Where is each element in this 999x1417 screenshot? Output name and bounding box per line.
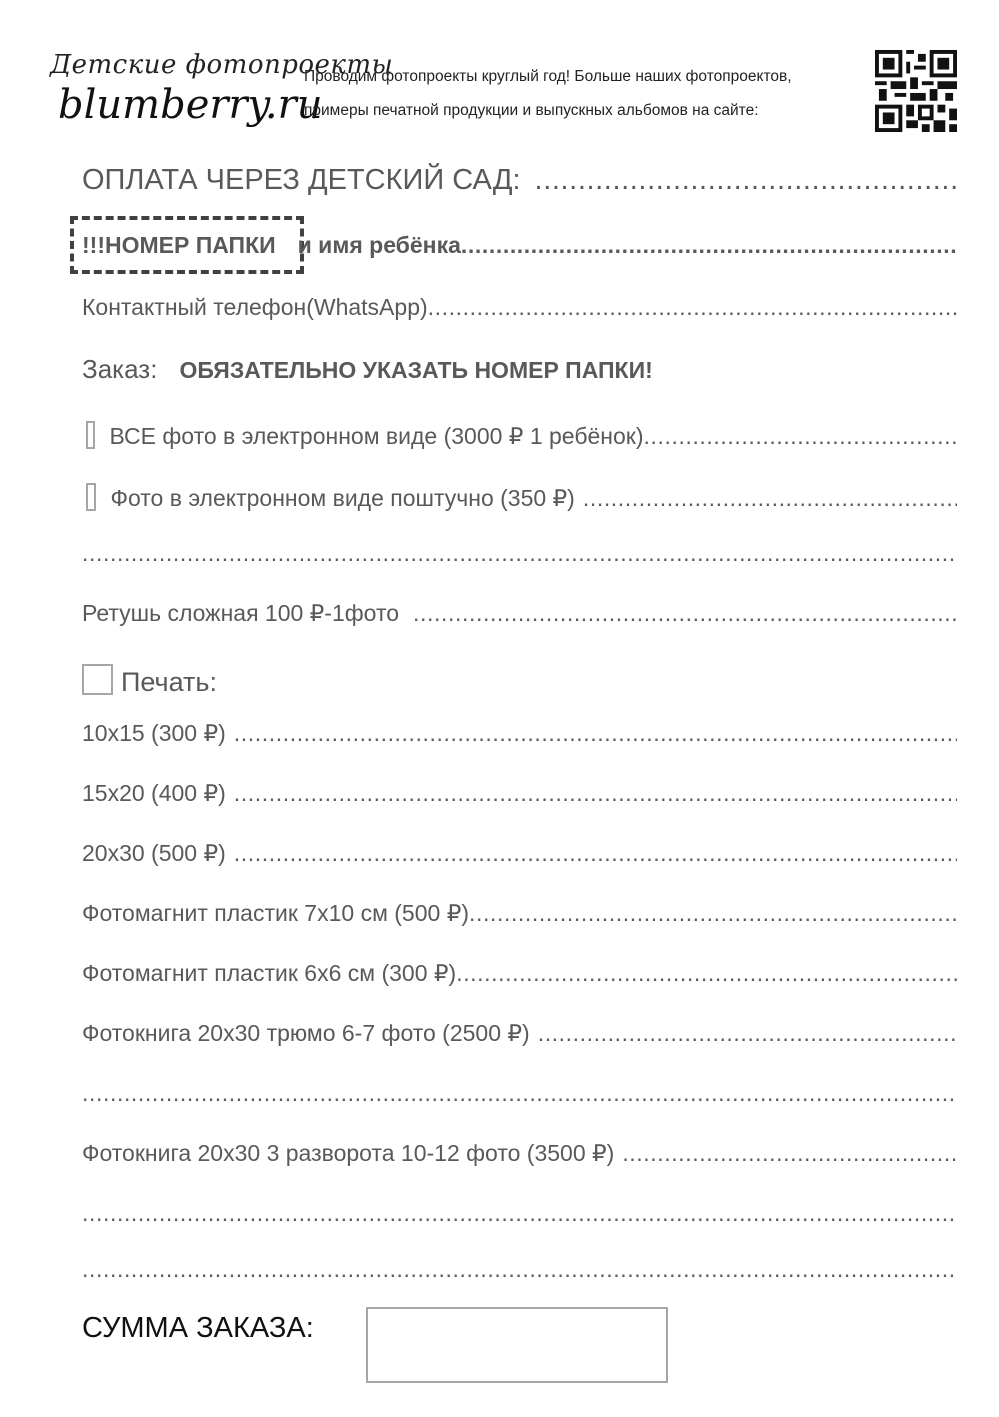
single-digital-option[interactable]	[86, 478, 957, 512]
print-item-label: 10x15 (300 ₽)	[82, 720, 226, 746]
print-item-label: Фотокнига 20x30 трюмо 6-7 фото (2500 ₽)	[82, 1020, 530, 1046]
print-item-row[interactable]	[82, 1020, 957, 1047]
payment-label: ОПЛАТА ЧЕРЕЗ ДЕТСКИЙ САД:	[82, 164, 521, 196]
phone-fill-line[interactable]	[428, 294, 957, 321]
print-item-row[interactable]	[82, 900, 957, 927]
order-label: Заказ:	[82, 354, 158, 384]
all-digital-checkbox[interactable]	[86, 421, 95, 449]
qr-code-icon	[875, 50, 957, 132]
print-item-fill-line[interactable]	[234, 840, 957, 867]
print-item-fill-line[interactable]	[469, 900, 957, 927]
photobook-fill-line[interactable]	[622, 1140, 957, 1167]
all-digital-option[interactable]	[86, 416, 957, 450]
extra-fill-line[interactable]	[82, 1200, 957, 1227]
print-item-fill-line[interactable]	[538, 1020, 957, 1047]
order-total-label: СУММА ЗАКАЗА:	[82, 1312, 314, 1344]
photobook-label: Фотокнига 20x30 3 разворота 10-12 фото (3500 ₽)	[82, 1140, 615, 1166]
promo-text-line-2: примеры печатной продукции и выпускных альбомов на сайте:	[304, 102, 759, 119]
photobook-row[interactable]	[82, 1140, 957, 1167]
print-item-fill-line[interactable]	[456, 960, 957, 987]
print-item-label: Фотомагнит пластик 6x6 см (300 ₽)	[82, 960, 457, 986]
print-item-fill-line[interactable]	[234, 780, 957, 807]
promo-text-line-1: Проводим фотопроекты круглый год! Больше наших фотопроектов,	[304, 68, 792, 85]
all-digital-label: ВСЕ фото в электронном виде (3000 ₽ 1 ребёнок)	[109, 423, 644, 449]
folder-child-field[interactable]	[82, 232, 957, 259]
order-total-input[interactable]	[366, 1307, 668, 1383]
order-note: ОБЯЗАТЕЛЬНО УКАЗАТЬ НОМЕР ПАПКИ!	[179, 357, 653, 383]
retouch-label: Ретушь сложная 100 ₽-1фото	[82, 600, 400, 626]
print-label: Печать:	[121, 667, 217, 697]
print-item-row[interactable]	[82, 720, 957, 747]
child-name-fill-line[interactable]	[461, 232, 957, 259]
phone-field[interactable]	[82, 294, 957, 321]
folder-number-label: !!!НОМЕР ПАПКИ	[82, 232, 276, 258]
print-item-fill-line[interactable]	[234, 720, 957, 747]
print-checkbox[interactable]	[82, 664, 113, 695]
print-item-row[interactable]	[82, 960, 957, 987]
retouch-field[interactable]	[82, 600, 957, 627]
extra-fill-line[interactable]	[82, 540, 957, 567]
print-item-row[interactable]	[82, 780, 957, 807]
print-option[interactable]	[82, 660, 957, 698]
single-digital-label: Фото в электронном виде поштучно (350 ₽)	[110, 485, 575, 511]
child-name-label: и имя ребёнка	[297, 232, 461, 258]
logo-brand: blumberry.ru	[58, 82, 323, 128]
payment-fill-line[interactable]	[535, 164, 957, 197]
logo-subtitle: Детские фотопроекты	[50, 50, 394, 80]
single-digital-fill-line[interactable]	[583, 485, 957, 512]
payment-field[interactable]	[82, 164, 957, 197]
order-heading	[82, 354, 957, 385]
print-item-row[interactable]	[82, 840, 957, 867]
extra-fill-line[interactable]	[82, 1080, 957, 1107]
print-item-label: 15x20 (400 ₽)	[82, 780, 226, 806]
retouch-fill-line[interactable]	[413, 600, 957, 627]
print-item-label: Фотомагнит пластик 7x10 см (500 ₽)	[82, 900, 469, 926]
extra-fill-line[interactable]	[82, 1256, 957, 1283]
all-digital-fill-line[interactable]	[644, 423, 957, 450]
single-digital-checkbox[interactable]	[86, 483, 96, 511]
print-item-label: 20x30 (500 ₽)	[82, 840, 226, 866]
phone-label: Контактный телефон(WhatsApp)	[82, 294, 428, 320]
